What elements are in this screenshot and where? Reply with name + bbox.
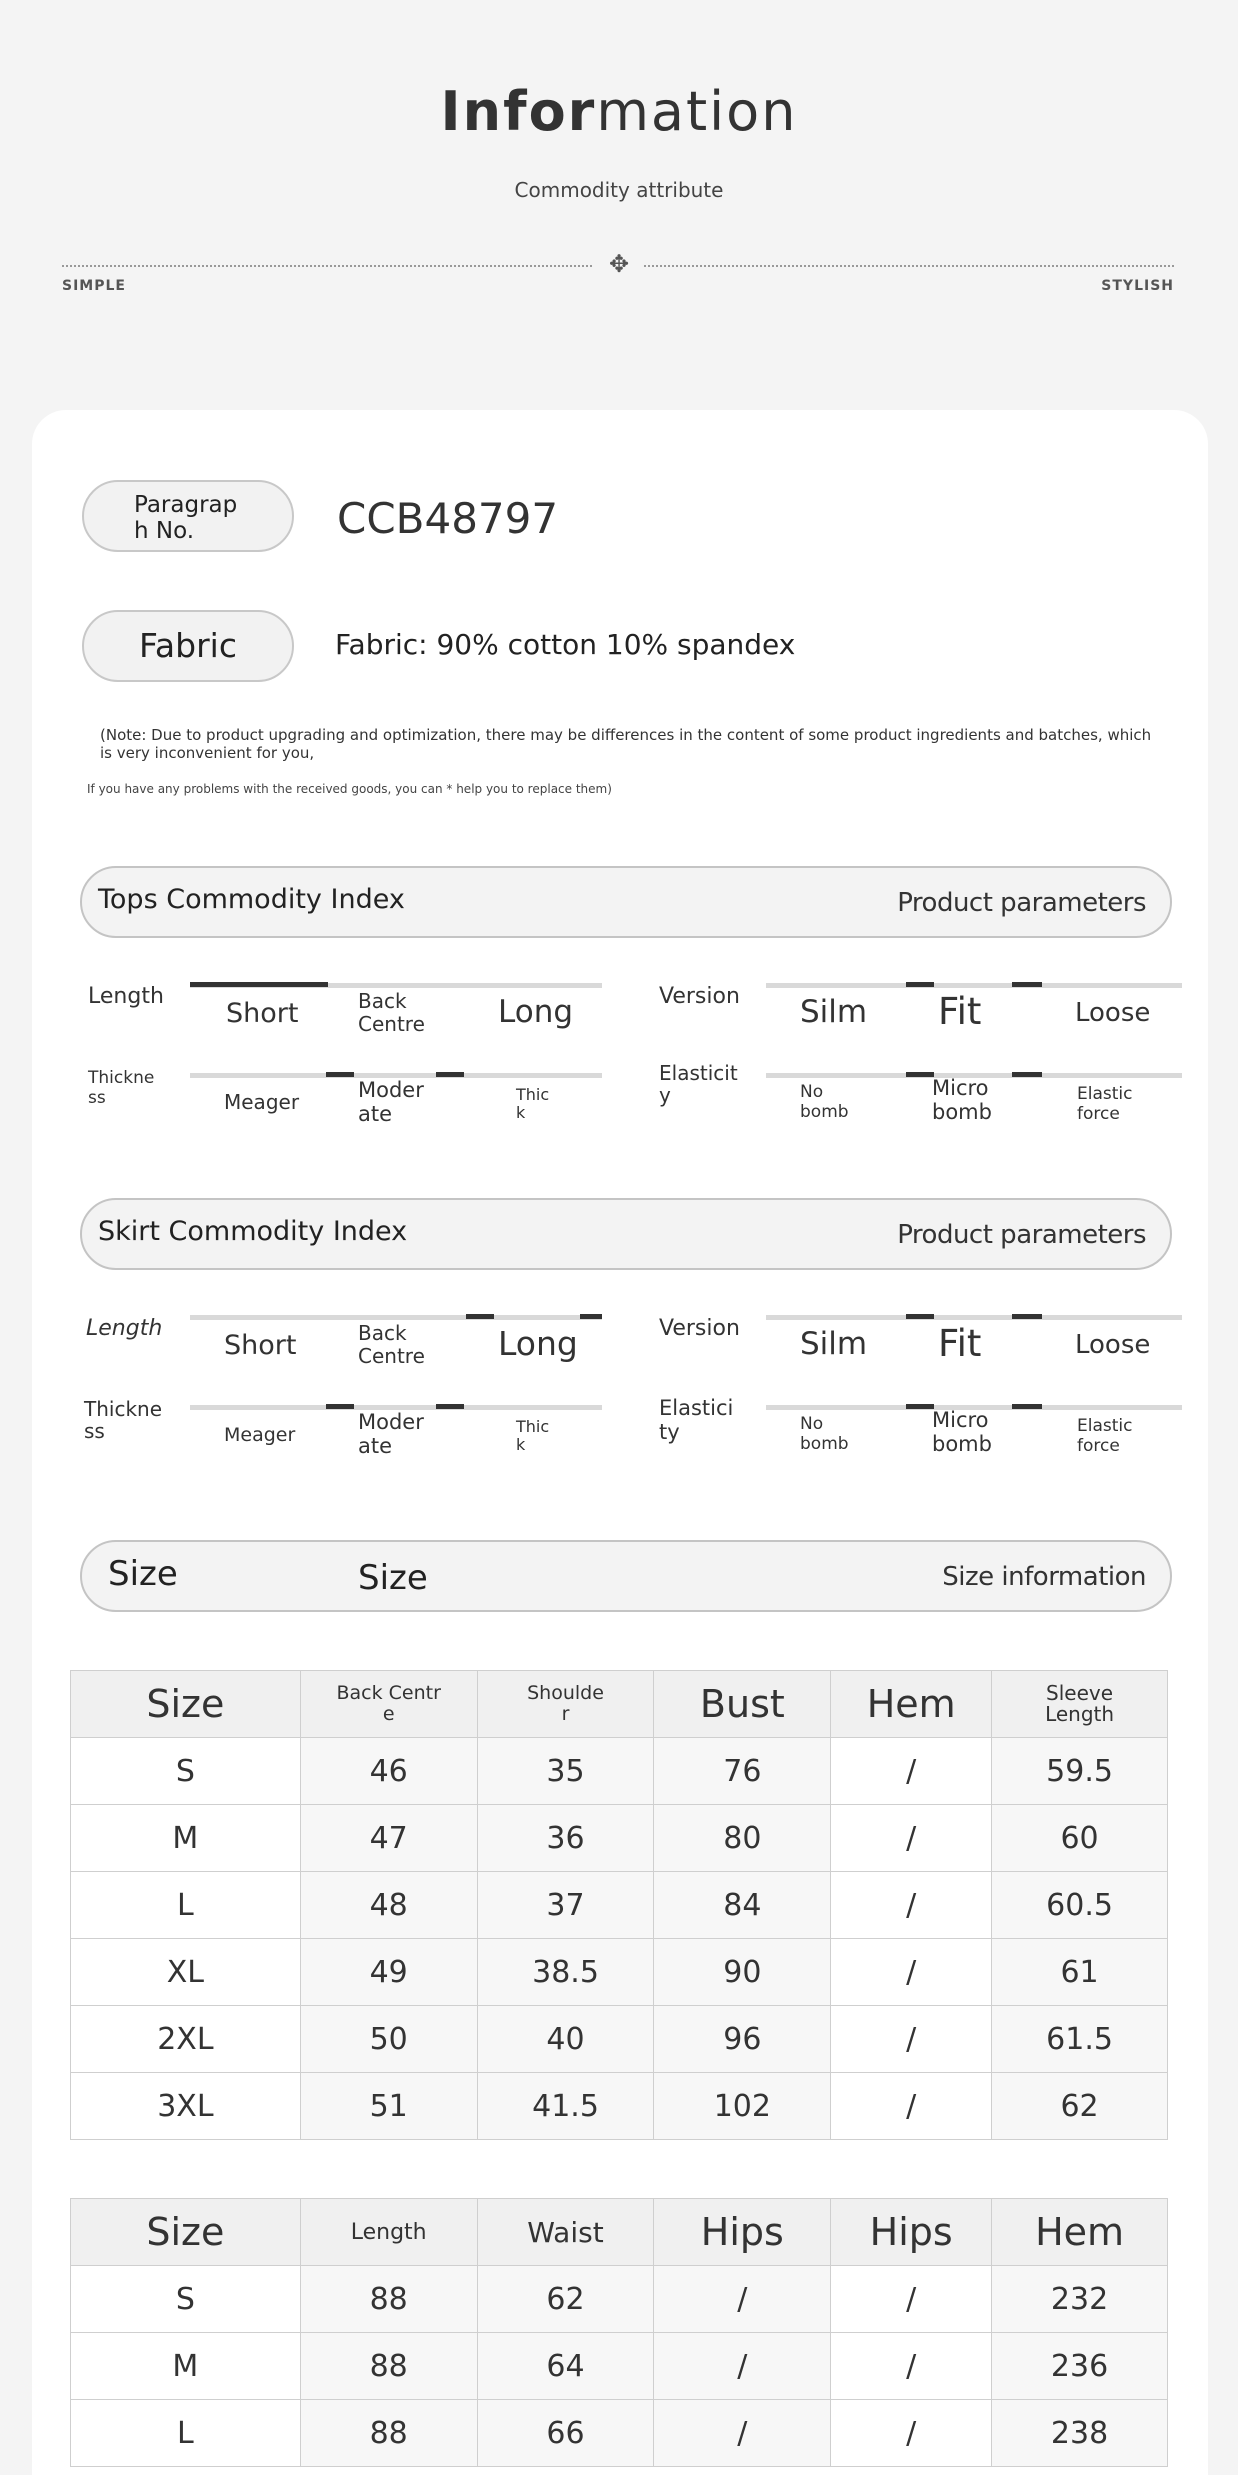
cell: 232 xyxy=(992,2266,1168,2333)
title-light: mation xyxy=(596,80,798,143)
tops-elasticity-no: No bomb xyxy=(800,1082,849,1122)
skirt-thickness-moderate: Moderate xyxy=(358,1410,424,1458)
cell: 60 xyxy=(992,1805,1168,1872)
skirt-elasticity-force: Elastic force xyxy=(1077,1416,1133,1456)
col-bust: Bust xyxy=(654,1671,831,1738)
tops-elasticity-label: Elasticity xyxy=(659,1061,738,1107)
tops-version-track xyxy=(766,983,1182,988)
skirt-elasticity-micro: Micro bomb xyxy=(932,1408,992,1456)
col-hips-2: Hips xyxy=(831,2199,992,2266)
cell: 37 xyxy=(477,1872,654,1939)
skirt-length-long: Long xyxy=(498,1324,578,1363)
skirt-thickness-marker-b xyxy=(436,1404,464,1409)
table-row xyxy=(71,1939,1168,2006)
skirt-length-track xyxy=(190,1315,602,1320)
skirt-length-back: Back Centre xyxy=(358,1321,425,1368)
table-header-row xyxy=(71,2199,1168,2266)
skirt-index-bar xyxy=(80,1198,1172,1270)
cell: / xyxy=(831,1805,992,1872)
cell: 62 xyxy=(992,2073,1168,2140)
paragraph-label xyxy=(82,480,294,552)
cell: / xyxy=(831,2006,992,2073)
note-text: (Note: Due to product upgrading and optimization, there may be differences in the content of some product ingredients and batches, which is very inconvenient for you, xyxy=(100,726,1152,762)
tops-params-label: Product parameters xyxy=(897,888,1146,918)
cell: 84 xyxy=(654,1872,831,1939)
cell: 40 xyxy=(477,2006,654,2073)
skirt-version-loose: Loose xyxy=(1075,1330,1151,1360)
col-back-centre xyxy=(300,1671,477,1738)
cell: 102 xyxy=(654,2073,831,2140)
cell: 64 xyxy=(477,2333,654,2400)
cell: 88 xyxy=(300,2266,477,2333)
size-info-label: Size information xyxy=(942,1562,1146,1592)
skirt-thickness-thick: Thick xyxy=(516,1417,550,1454)
cell: / xyxy=(831,2266,992,2333)
skirt-version-fit: Fit xyxy=(938,1322,982,1365)
divider-left xyxy=(62,265,592,267)
tops-thickness-meager: Meager xyxy=(224,1090,300,1114)
skirt-elasticity-no: No bomb xyxy=(800,1414,849,1454)
paragraph-value: CCB48797 xyxy=(337,494,559,543)
col-size: Size xyxy=(71,2199,301,2266)
tops-length-short: Short xyxy=(226,998,299,1029)
skirt-thickness-label: Thickness xyxy=(84,1397,163,1443)
tops-elasticity-marker-a xyxy=(906,1072,934,1077)
cell: 48 xyxy=(300,1872,477,1939)
skirt-index-title: Skirt Commodity Index xyxy=(98,1216,408,1247)
cell: 61 xyxy=(992,1939,1168,2006)
info-card xyxy=(32,410,1208,2475)
cell: 236 xyxy=(992,2333,1168,2400)
cell-size: S xyxy=(71,2266,301,2333)
col-waist: Waist xyxy=(477,2199,654,2266)
table-header-row xyxy=(71,1671,1168,1738)
cell: 49 xyxy=(300,1939,477,2006)
tops-thickness-marker-b xyxy=(436,1072,464,1077)
skirt-thickness-meager: Meager xyxy=(224,1424,296,1446)
skirt-version-silm: Silm xyxy=(800,1326,868,1362)
cell: / xyxy=(831,1939,992,2006)
cell: / xyxy=(654,2333,831,2400)
tops-elasticity-marker-b xyxy=(1012,1072,1042,1077)
help-text: If you have any problems with the received goods, you can * help you to replace them) xyxy=(87,782,612,796)
cell: / xyxy=(654,2266,831,2333)
cell: 96 xyxy=(654,2006,831,2073)
fabric-label: Fabric xyxy=(82,610,294,682)
divider-right xyxy=(644,265,1174,267)
col-length: Length xyxy=(300,2199,477,2266)
cell: 47 xyxy=(300,1805,477,1872)
cell: 76 xyxy=(654,1738,831,1805)
cell: 61.5 xyxy=(992,2006,1168,2073)
cell: 50 xyxy=(300,2006,477,2073)
cell: 88 xyxy=(300,2400,477,2467)
tops-length-back: Back Centre xyxy=(358,989,425,1036)
skirt-params-label: Product parameters xyxy=(897,1220,1146,1250)
cell: 51 xyxy=(300,2073,477,2140)
skirt-length-marker-b xyxy=(580,1314,602,1319)
tops-version-label: Version xyxy=(659,984,740,1009)
page-subtitle: Commodity attribute xyxy=(514,178,724,202)
skirt-version-track xyxy=(766,1315,1182,1320)
cell-size: M xyxy=(71,1805,301,1872)
cell-size: S xyxy=(71,1738,301,1805)
move-icon: ✥ xyxy=(608,250,630,278)
table-row xyxy=(71,2073,1168,2140)
table-row xyxy=(71,2400,1168,2467)
skirt-length-label: Length xyxy=(86,1316,163,1341)
cell: 41.5 xyxy=(477,2073,654,2140)
tops-length-label: Length xyxy=(88,984,164,1009)
size-bar-middle: Size xyxy=(358,1558,428,1598)
tops-version-fit: Fit xyxy=(938,990,982,1033)
cell: / xyxy=(831,2073,992,2140)
skirt-length-marker-a xyxy=(466,1314,494,1319)
tops-thickness-label: Thickness xyxy=(88,1068,155,1108)
skirt-thickness-marker-a xyxy=(326,1404,354,1409)
tops-thickness-moderate: Moderate xyxy=(358,1078,424,1126)
col-back-centre-label: Back Centre xyxy=(336,1682,441,1725)
skirt-version-marker-a xyxy=(906,1314,934,1319)
tops-thickness-thick: Thick xyxy=(516,1085,550,1122)
cell: 38.5 xyxy=(477,1939,654,2006)
col-hips: Hips xyxy=(654,2199,831,2266)
table-row xyxy=(71,1805,1168,1872)
fabric-value: Fabric: 90% cotton 10% spandex xyxy=(335,628,796,661)
tops-thickness-marker-a xyxy=(326,1072,354,1077)
tops-version-loose: Loose xyxy=(1075,998,1151,1028)
tops-elasticity-force: Elastic force xyxy=(1077,1084,1133,1124)
cell: 46 xyxy=(300,1738,477,1805)
cell: / xyxy=(831,1872,992,1939)
cell-size: L xyxy=(71,2400,301,2467)
skirt-size-table xyxy=(70,2198,1168,2467)
cell: 62 xyxy=(477,2266,654,2333)
cell-size: 3XL xyxy=(71,2073,301,2140)
col-hem: Hem xyxy=(831,1671,992,1738)
col-size: Size xyxy=(71,1671,301,1738)
cell-size: 2XL xyxy=(71,2006,301,2073)
cell: 35 xyxy=(477,1738,654,1805)
cell-size: M xyxy=(71,2333,301,2400)
simple-tag: SIMPLE xyxy=(62,278,126,294)
skirt-version-marker-b xyxy=(1012,1314,1042,1319)
tops-elasticity-micro: Micro bomb xyxy=(932,1076,992,1124)
col-shoulder xyxy=(477,1671,654,1738)
table-row xyxy=(71,2266,1168,2333)
cell: / xyxy=(654,2400,831,2467)
skirt-length-short: Short xyxy=(224,1330,297,1361)
cell: 90 xyxy=(654,1939,831,2006)
cell: / xyxy=(831,2400,992,2467)
cell: 66 xyxy=(477,2400,654,2467)
col-sleeve-label: Sleeve Length xyxy=(1045,1681,1115,1726)
cell: 36 xyxy=(477,1805,654,1872)
col-sleeve xyxy=(992,1671,1168,1738)
size-bar xyxy=(80,1540,1172,1612)
cell-size: XL xyxy=(71,1939,301,2006)
tops-version-silm: Silm xyxy=(800,994,868,1030)
skirt-elasticity-marker-b xyxy=(1012,1404,1042,1409)
title-bold: Infor xyxy=(440,80,597,143)
cell: 238 xyxy=(992,2400,1168,2467)
skirt-elasticity-label: Elasticity xyxy=(659,1396,734,1444)
skirt-elasticity-marker-a xyxy=(906,1404,934,1409)
tops-index-title: Tops Commodity Index xyxy=(98,884,405,915)
col-shoulder-label: Shoulder xyxy=(527,1682,604,1725)
table-row xyxy=(71,2333,1168,2400)
cell: 59.5 xyxy=(992,1738,1168,1805)
cell: / xyxy=(831,2333,992,2400)
page-title xyxy=(0,80,1238,143)
tops-length-long: Long xyxy=(498,994,574,1030)
tops-size-table xyxy=(70,1670,1168,2140)
tops-version-marker-a xyxy=(906,982,934,987)
tops-index-bar xyxy=(80,866,1172,938)
cell: 60.5 xyxy=(992,1872,1168,1939)
table-row xyxy=(71,1738,1168,1805)
skirt-version-label: Version xyxy=(659,1316,740,1341)
tops-version-marker-b xyxy=(1012,982,1042,987)
cell: 88 xyxy=(300,2333,477,2400)
table-row xyxy=(71,2006,1168,2073)
cell-size: L xyxy=(71,1872,301,1939)
cell: / xyxy=(831,1738,992,1805)
stylish-tag: STYLISH xyxy=(1101,278,1174,294)
tops-length-marker xyxy=(190,982,328,987)
col-hem: Hem xyxy=(992,2199,1168,2266)
table-row xyxy=(71,1872,1168,1939)
size-bar-left: Size xyxy=(108,1554,178,1594)
cell: 80 xyxy=(654,1805,831,1872)
paragraph-label-text: Paragraph No. xyxy=(134,492,238,544)
